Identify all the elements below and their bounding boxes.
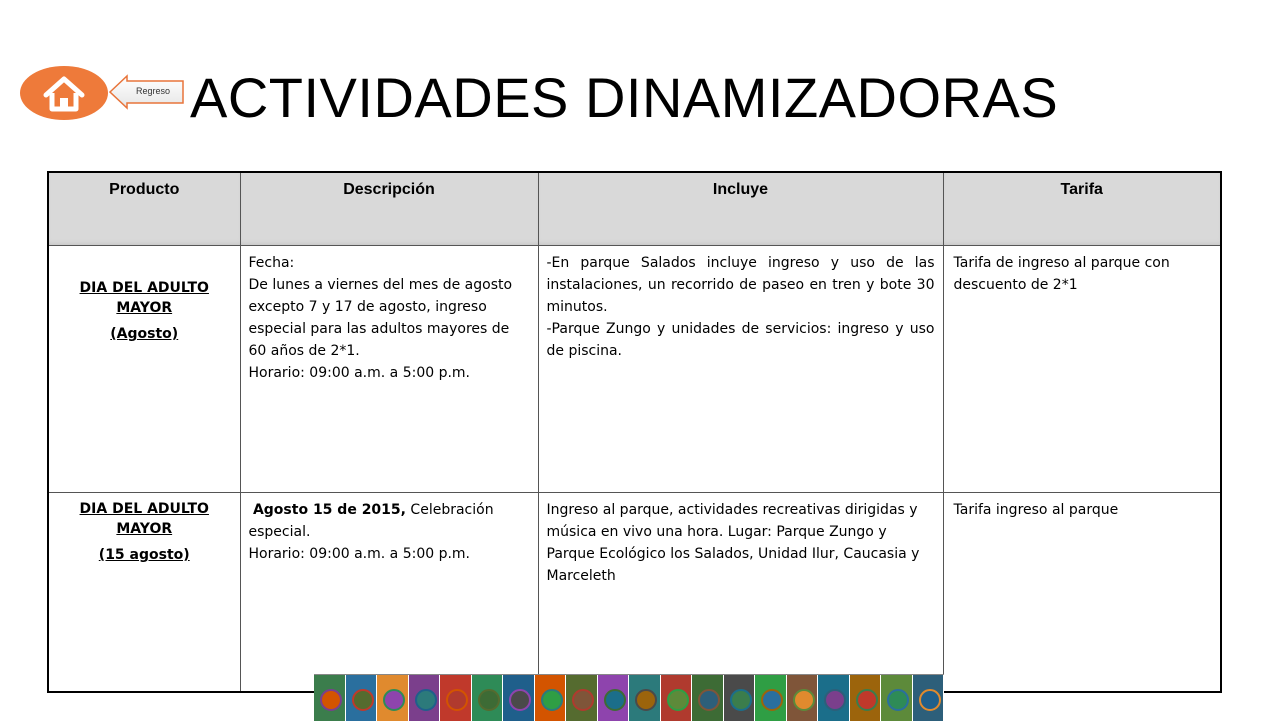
tile-motif-icon (824, 689, 846, 711)
decorative-tile (598, 675, 630, 721)
table-header-row (48, 172, 1221, 246)
back-label: Regreso (135, 86, 171, 96)
home-icon (42, 75, 86, 113)
decorative-tile (881, 675, 913, 721)
decorative-tile (818, 675, 850, 721)
decorative-tile (440, 675, 472, 721)
decorative-tile (377, 675, 409, 721)
includes-cell (538, 493, 943, 693)
tile-motif-icon (478, 689, 500, 711)
tile-motif-icon (446, 689, 468, 711)
decorative-tile (629, 675, 661, 721)
tile-motif-icon (761, 689, 783, 711)
product-name: DIA DEL ADULTO MAYOR (79, 280, 209, 316)
tile-motif-icon (604, 689, 626, 711)
decorative-tile (346, 675, 378, 721)
tile-motif-icon (635, 689, 657, 711)
tile-motif-icon (352, 689, 374, 711)
description-line: Fecha: (248, 255, 295, 271)
header-descripcion: Descripción (240, 172, 538, 246)
includes-cell (538, 246, 943, 493)
decorative-tile (535, 675, 567, 721)
tarifa-cell: Tarifa ingreso al parque (943, 493, 1221, 693)
decorative-tile-strip (314, 674, 944, 721)
tile-motif-icon (919, 689, 941, 711)
tile-motif-icon (572, 689, 594, 711)
tile-motif-icon (730, 689, 752, 711)
description-line: Horario: 09:00 a.m. a 5:00 p.m. (248, 546, 471, 562)
product-cell (48, 493, 240, 693)
description-cell (240, 493, 538, 693)
decorative-tile (724, 675, 756, 721)
product-name: DIA DEL ADULTO MAYOR (79, 501, 209, 537)
decorative-tile (314, 675, 346, 721)
decorative-tile (787, 675, 819, 721)
tile-motif-icon (887, 689, 909, 711)
decorative-tile (409, 675, 441, 721)
decorative-tile (755, 675, 787, 721)
product-cell (48, 246, 240, 493)
table-row (48, 493, 1221, 693)
decorative-tile (692, 675, 724, 721)
back-button[interactable] (109, 74, 185, 110)
description-first-line (249, 499, 530, 543)
tarifa-cell: Tarifa de ingreso al parque con descuento de 2*1 (943, 246, 1221, 493)
page-title: ACTIVIDADES DINAMIZADORAS (190, 66, 1059, 129)
decorative-tile (503, 675, 535, 721)
tile-motif-icon (320, 689, 342, 711)
product-period: (Agosto) (110, 326, 179, 342)
home-button[interactable] (20, 66, 108, 120)
decorative-tile (913, 675, 945, 721)
product-period: (15 agosto) (98, 547, 190, 563)
tile-motif-icon (509, 689, 531, 711)
decorative-tile (850, 675, 882, 721)
table-row (48, 246, 1221, 493)
tile-motif-icon (415, 689, 437, 711)
activities-table (47, 171, 1222, 693)
tile-motif-icon (793, 689, 815, 711)
decorative-tile (661, 675, 693, 721)
decorative-tile (472, 675, 504, 721)
header-producto: Producto (48, 172, 240, 246)
description-cell (240, 246, 538, 493)
decorative-tile (566, 675, 598, 721)
tile-motif-icon (541, 689, 563, 711)
header-tarifa: Tarifa (943, 172, 1221, 246)
header-incluye: Incluye (538, 172, 943, 246)
tile-motif-icon (856, 689, 878, 711)
includes-line: Ingreso al parque, actividades recreativas dirigidas y música en vivo una hora. Lugar: Parque Zungo y Parque Ecológico los Salados, Unidad Ilur, Caucasia y Marceleth (546, 502, 920, 584)
includes-line: -Parque Zungo y unidades de servicios: ingreso y uso de piscina. (546, 321, 935, 359)
includes-line: -En parque Salados incluye ingreso y uso de las instalaciones, un recorrido de paseo en tren y bote 30 minutos. (546, 255, 935, 315)
tile-motif-icon (698, 689, 720, 711)
description-line: De lunes a viernes del mes de agosto excepto 7 y 17 de agosto, ingreso especial para las adultos mayores de 60 años de 2*1. (248, 277, 513, 359)
description-line: Horario: 09:00 a.m. a 5:00 p.m. (248, 365, 471, 381)
description-date: Agosto 15 de 2015, (252, 502, 406, 518)
tile-motif-icon (383, 689, 405, 711)
description-event: Celebración especial. (248, 502, 494, 540)
tile-motif-icon (667, 689, 689, 711)
